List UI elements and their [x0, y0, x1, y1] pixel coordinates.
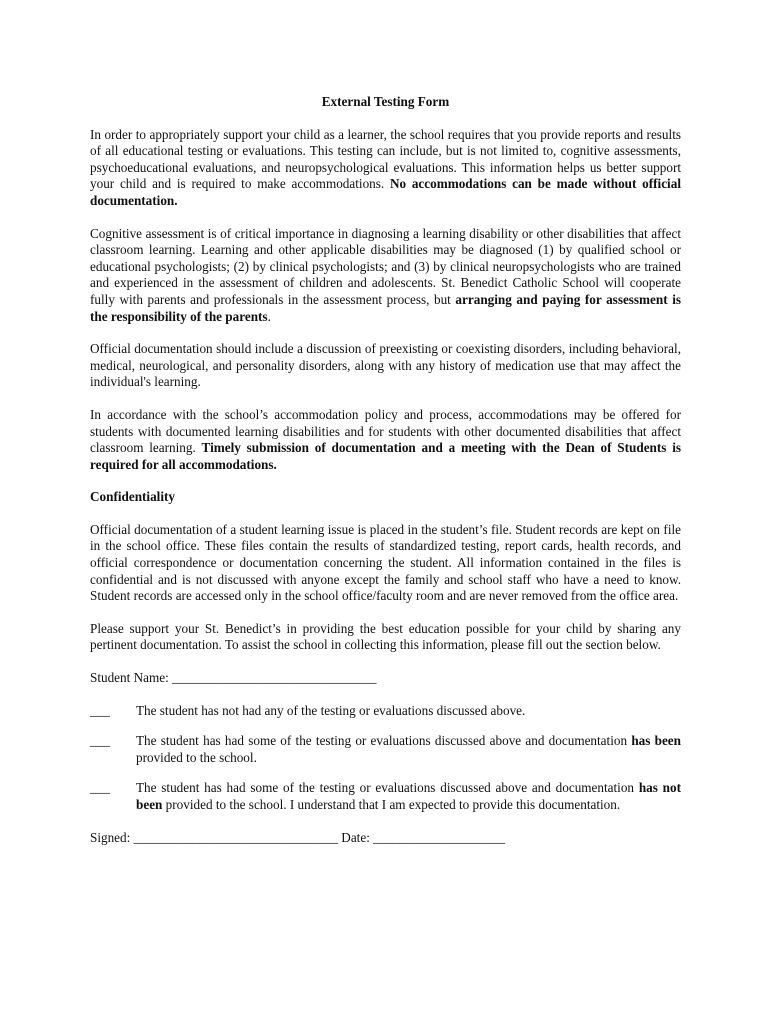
student-name-field[interactable] [90, 670, 681, 687]
option-no-testing-label: The student has not had any of the testing or evaluations discussed above. [136, 702, 526, 718]
student-name-blank[interactable]: _______________________________ [172, 670, 377, 686]
accommodation-bold-text: Timely submission of documentation and a meeting with the Dean of Students is required for all accommodations. [90, 440, 681, 472]
date-blank[interactable]: ____________________ [373, 829, 506, 845]
date-label: Date: [338, 829, 374, 845]
option-documentation-not-provided-checkbox[interactable]: ___ [90, 780, 110, 796]
accommodation-paragraph [90, 407, 681, 473]
documentation-paragraph: Official documentation should include a discussion of preexisting or coexisting disorders, including behavioral, medical, neurological, and personality disorders, along with any history of medication use that may affect the individual's learning. [90, 341, 681, 390]
cognitive-assessment-paragraph [90, 226, 681, 326]
intro-paragraph [90, 127, 681, 210]
option-documentation-not-provided-bold: has not been [136, 780, 681, 812]
option-documentation-provided-end: provided to the school. [136, 749, 257, 765]
confidentiality-paragraph: Official documentation of a student learning issue is placed in the student’s file. Student records are kept on file in the school office. These files contain the results of standardized testing, report cards, health records, and official correspondence or documentation concerning the student. All information contained in the files is confidential and is not discussed with anyone except the family and school staff who have a need to know. Student records are accessed only in the school office/faculty room and are never removed from the office area. [90, 521, 681, 604]
student-name-label: Student Name: [90, 670, 173, 686]
option-documentation-provided-text [136, 733, 681, 766]
option-documentation-provided-bold: has been [631, 733, 681, 749]
option-documentation-provided-label: The student has had some of the testing or evaluations discussed above and documentation [136, 733, 632, 749]
option-documentation-not-provided [90, 780, 681, 813]
cognitive-bold-text: arranging and paying for assessment is the responsibility of the parents [90, 291, 681, 324]
intro-bold-text: No accommodations can be made without official documentation. [90, 176, 681, 208]
confidentiality-heading: Confidentiality [90, 489, 175, 505]
option-documentation-not-provided-label: The student has had some of the testing or evaluations discussed above and documentation [136, 780, 639, 796]
cognitive-end: . [267, 308, 271, 324]
cognitive-text: Cognitive assessment is of critical importance in diagnosing a learning disability or other disabilities that affect classroom learning. Learning and other applicable disabilities may be diagnosed (1) by qualified school or educational psychologists; (2) by clinical psychologists; and (3) by clinical neuropsychologists who are trained and experienced in the assessment of children and adolescents. St. Benedict Catholic School will cooperate fully with parents and professionals in the assessment process, but [90, 225, 681, 307]
option-documentation-provided-checkbox[interactable]: ___ [90, 733, 110, 749]
signed-label: Signed: [90, 829, 134, 845]
option-no-testing-text [136, 703, 681, 720]
option-documentation-not-provided-end: provided to the school. I understand that I am expected to provide this documentation. [162, 797, 621, 812]
signature-blank[interactable]: _______________________________ [133, 829, 338, 845]
signature-row [90, 830, 681, 847]
intro-text: In order to appropriately support your child as a learner, the school requires that you provide reports and results of all educational testing or evaluations. This testing can include, but is not limited to, cognitive assessments, psychoeducational evaluations, and neuropsychological evaluations. This information helps us better support your child and is required to make accommodations. [90, 126, 681, 192]
option-documentation-not-provided-text [136, 780, 681, 813]
option-documentation-provided [90, 733, 681, 766]
document-content [90, 94, 681, 846]
support-paragraph: Please support your St. Benedict’s in providing the best education possible for your child by sharing any pertinent documentation. To assist the school in collecting this information, please fill out the section below. [90, 620, 681, 653]
option-no-testing-checkbox[interactable]: ___ [90, 702, 110, 718]
option-no-testing [90, 703, 681, 720]
accommodation-text: In accordance with the school’s accommodation policy and process, accommodations may be offered for students with documented learning disabilities and for students with other documented disabilities that affect classroom learning. [90, 406, 681, 456]
form-title: External Testing Form [321, 94, 450, 109]
